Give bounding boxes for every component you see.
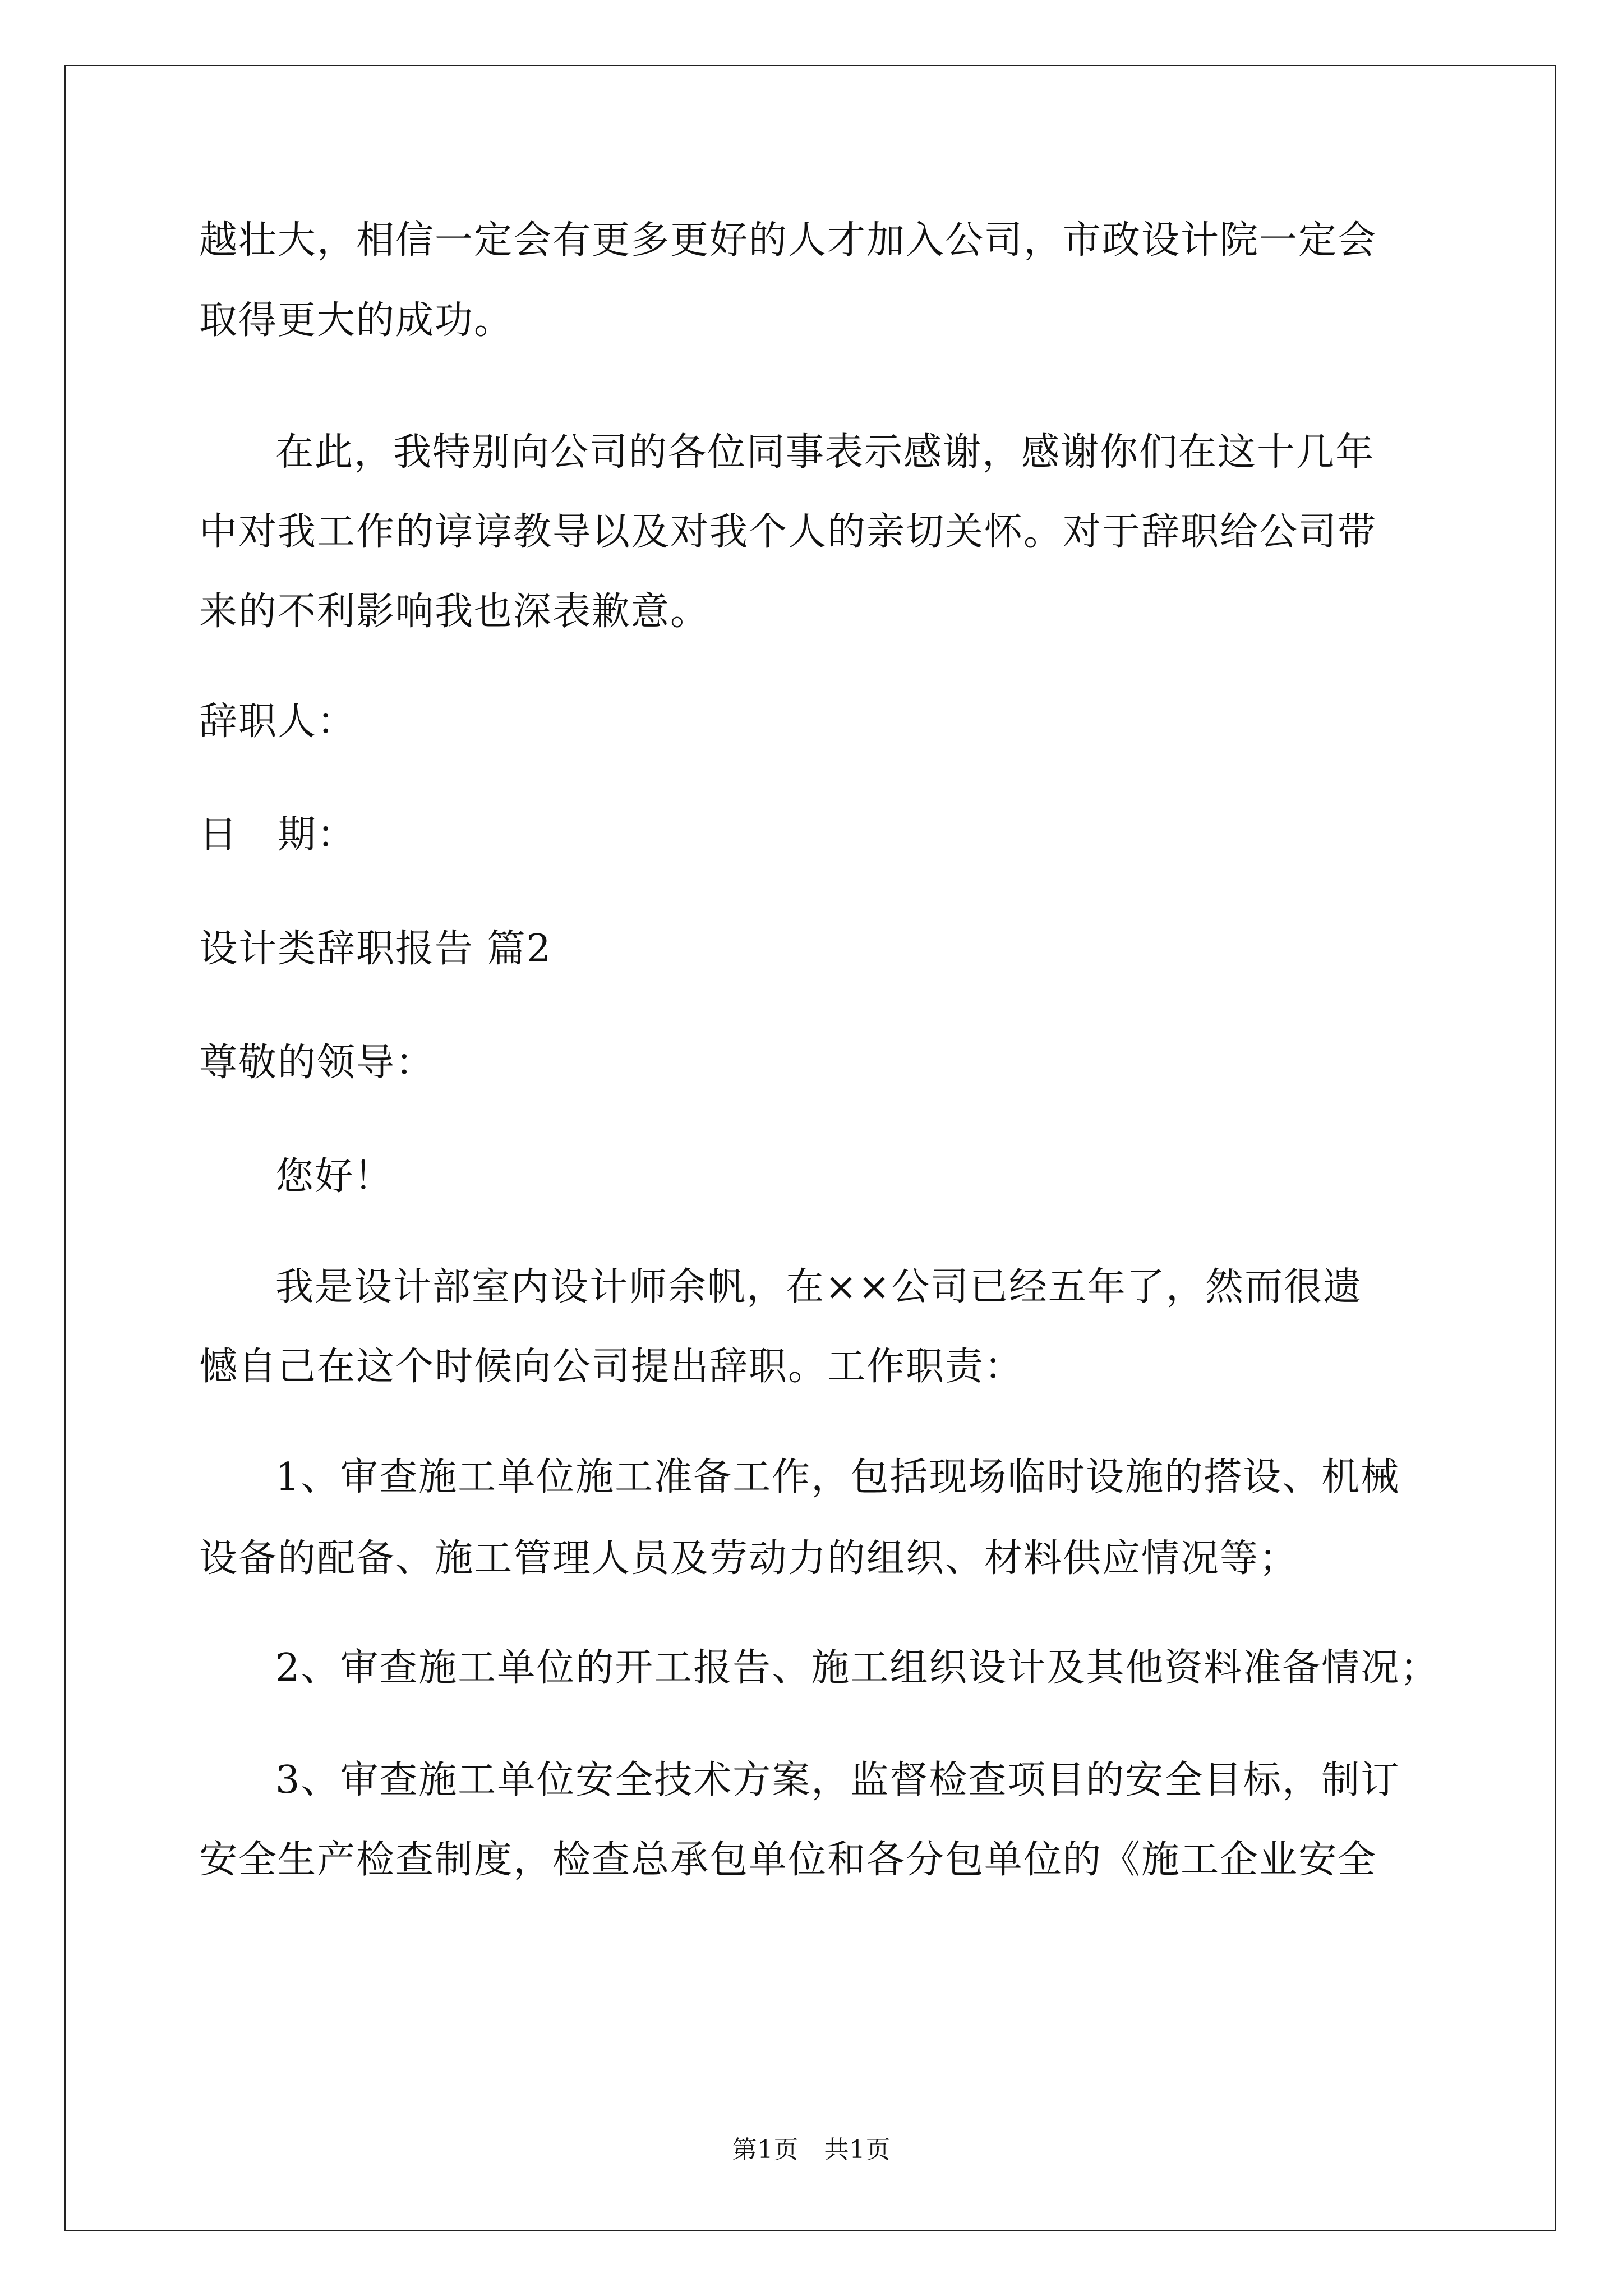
list-item-2: 2、审查施工单位的开工报告、施工组织设计及其他资料准备情况；: [275, 1646, 1440, 1690]
list-item-3: 3、审查施工单位安全技术方案，监督检查项目的安全目标，制订: [275, 1758, 1400, 1802]
greeting: 您好！: [275, 1154, 394, 1199]
text-line: 越壮大，相信一定会有更多更好的人才加入公司，市政设计院一定会: [199, 218, 1377, 263]
date-label: 日 期：: [199, 813, 357, 857]
text-line: 取得更大的成功。: [199, 298, 514, 343]
page-border: [64, 65, 1556, 2231]
list-item-1: 1、审查施工单位施工准备工作，包括现场临时设施的搭设、机械: [275, 1455, 1400, 1499]
text-line: 来的不利影响我也深表歉意。: [199, 590, 710, 634]
signature-label: 辞职人：: [199, 700, 357, 744]
salutation: 尊敬的领导：: [199, 1041, 435, 1085]
section-title: 设计类辞职报告 篇2: [199, 927, 552, 971]
text-line: 憾自己在这个时候向公司提出辞职。工作职责：: [199, 1345, 1024, 1389]
paragraph-first-line: 在此，我特别向公司的各位同事表示感谢，感谢你们在这十几年: [275, 430, 1375, 475]
text-line: 设备的配备、施工管理人员及劳动力的组织、材料供应情况等；: [199, 1536, 1299, 1581]
page-number-footer: 第1页 共1页: [732, 2136, 891, 2164]
text-line: 中对我工作的谆谆教导以及对我个人的亲切关怀。对于辞职给公司带: [199, 510, 1377, 554]
paragraph-first-line: 我是设计部室内设计师余帆，在××公司已经五年了，然而很遗: [275, 1265, 1362, 1309]
text-line: 安全生产检查制度，检查总承包单位和各分包单位的《施工企业安全: [199, 1838, 1377, 1882]
